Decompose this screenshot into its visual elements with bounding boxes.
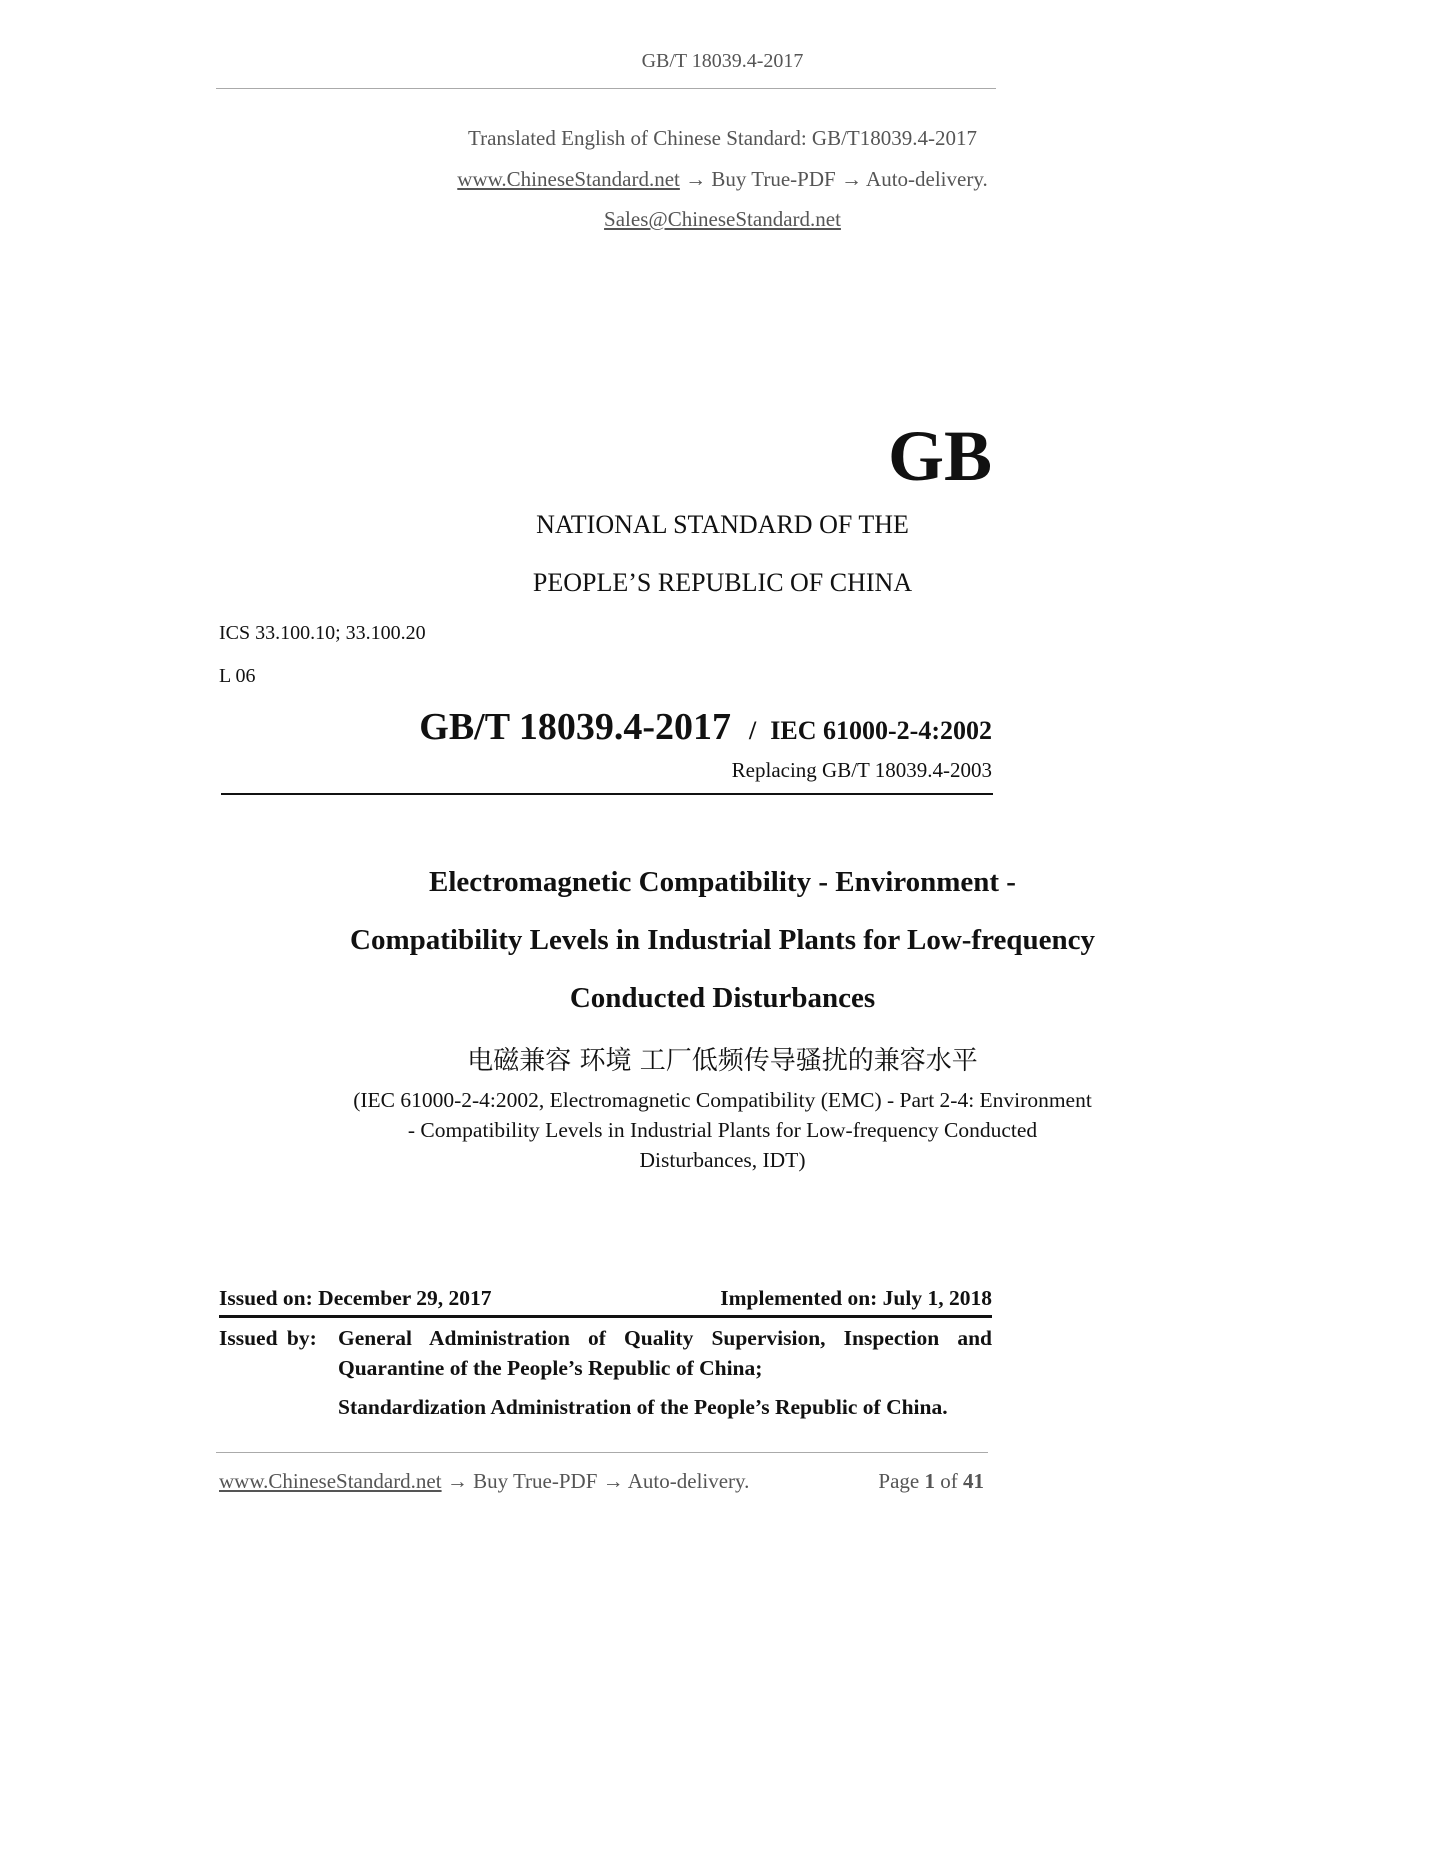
- title-line1: Electromagnetic Compatibility - Environment -: [429, 866, 1016, 898]
- ics-code: ICS 33.100.10; 33.100.20: [219, 622, 426, 644]
- iec-reference-line3: Disturbances, IDT): [639, 1148, 806, 1172]
- arrow-icon: →: [602, 1469, 624, 1493]
- arrow-icon: →: [446, 1469, 468, 1493]
- ccs-code: L 06: [219, 665, 256, 687]
- implemented-on: Implemented on: July 1, 2018: [720, 1286, 992, 1310]
- footer-buy-text: Buy True-PDF: [473, 1469, 598, 1493]
- title-line3: Conducted Disturbances: [569, 982, 876, 1014]
- header-divider: [216, 88, 996, 89]
- footer-site-link[interactable]: www.ChineseStandard.net: [219, 1469, 442, 1493]
- footer-auto-delivery-text: Auto-delivery.: [627, 1469, 750, 1493]
- iec-number: IEC 61000-2-4:2002: [770, 716, 992, 745]
- translated-line: Translated English of Chinese Standard: GB/T18039.4-2017: [467, 126, 977, 150]
- footer-promo-line: [219, 1469, 749, 1494]
- dates-rule: [219, 1315, 992, 1318]
- issued-by-label: Issued by:: [219, 1326, 317, 1350]
- auto-delivery-text: Auto-delivery.: [866, 167, 988, 191]
- page-indicator: [780, 1469, 984, 1494]
- sales-line: [0, 207, 1445, 232]
- buy-text: Buy True-PDF: [711, 167, 836, 191]
- page-label: Page: [878, 1469, 920, 1493]
- site-link[interactable]: www.ChineseStandard.net: [457, 167, 680, 191]
- running-header: GB/T 18039.4-2017: [641, 50, 804, 72]
- standard-number: [300, 702, 992, 760]
- chinese-title: 电磁兼容 环境 工厂低频传导骚扰的兼容水平: [467, 1046, 978, 1076]
- issued-by-line3: Standardization Administration of the People’s Republic of China.: [338, 1395, 948, 1419]
- arrow-icon: →: [685, 167, 707, 191]
- national-standard-line1: NATIONAL STANDARD OF THE: [536, 510, 909, 539]
- iec-reference-line2: - Compatibility Levels in Industrial Plants for Low-frequency Conducted: [407, 1118, 1038, 1142]
- sales-email-link[interactable]: Sales@ChineseStandard.net: [604, 207, 841, 231]
- replacing-line: Replacing GB/T 18039.4-2003: [731, 758, 992, 782]
- arrow-icon: →: [840, 167, 862, 191]
- gb-mark: GB: [887, 416, 992, 496]
- issued-by-line1: General Administration of Quality Supervision, Inspection and: [338, 1326, 992, 1350]
- issued-on: Issued on: December 29, 2017: [219, 1286, 492, 1310]
- title-line2: Compatibility Levels in Industrial Plants for Low-frequency: [350, 924, 1095, 956]
- national-standard-line2: PEOPLE’S REPUBLIC OF CHINA: [532, 568, 913, 597]
- issued-by-line2: Quarantine of the People’s Republic of China;: [338, 1356, 763, 1380]
- page-total: 41: [963, 1469, 984, 1493]
- number-slash: /: [749, 716, 757, 745]
- iec-reference-line1: (IEC 61000-2-4:2002, Electromagnetic Compatibility (EMC) - Part 2-4: Environment: [353, 1088, 1092, 1112]
- header-promo-line: [0, 167, 1445, 192]
- gbt-number: GB/T 18039.4-2017: [419, 706, 732, 748]
- number-rule: [221, 793, 993, 795]
- footer-divider: [216, 1452, 988, 1453]
- page-number: 1: [924, 1469, 935, 1493]
- of-label: of: [940, 1469, 958, 1493]
